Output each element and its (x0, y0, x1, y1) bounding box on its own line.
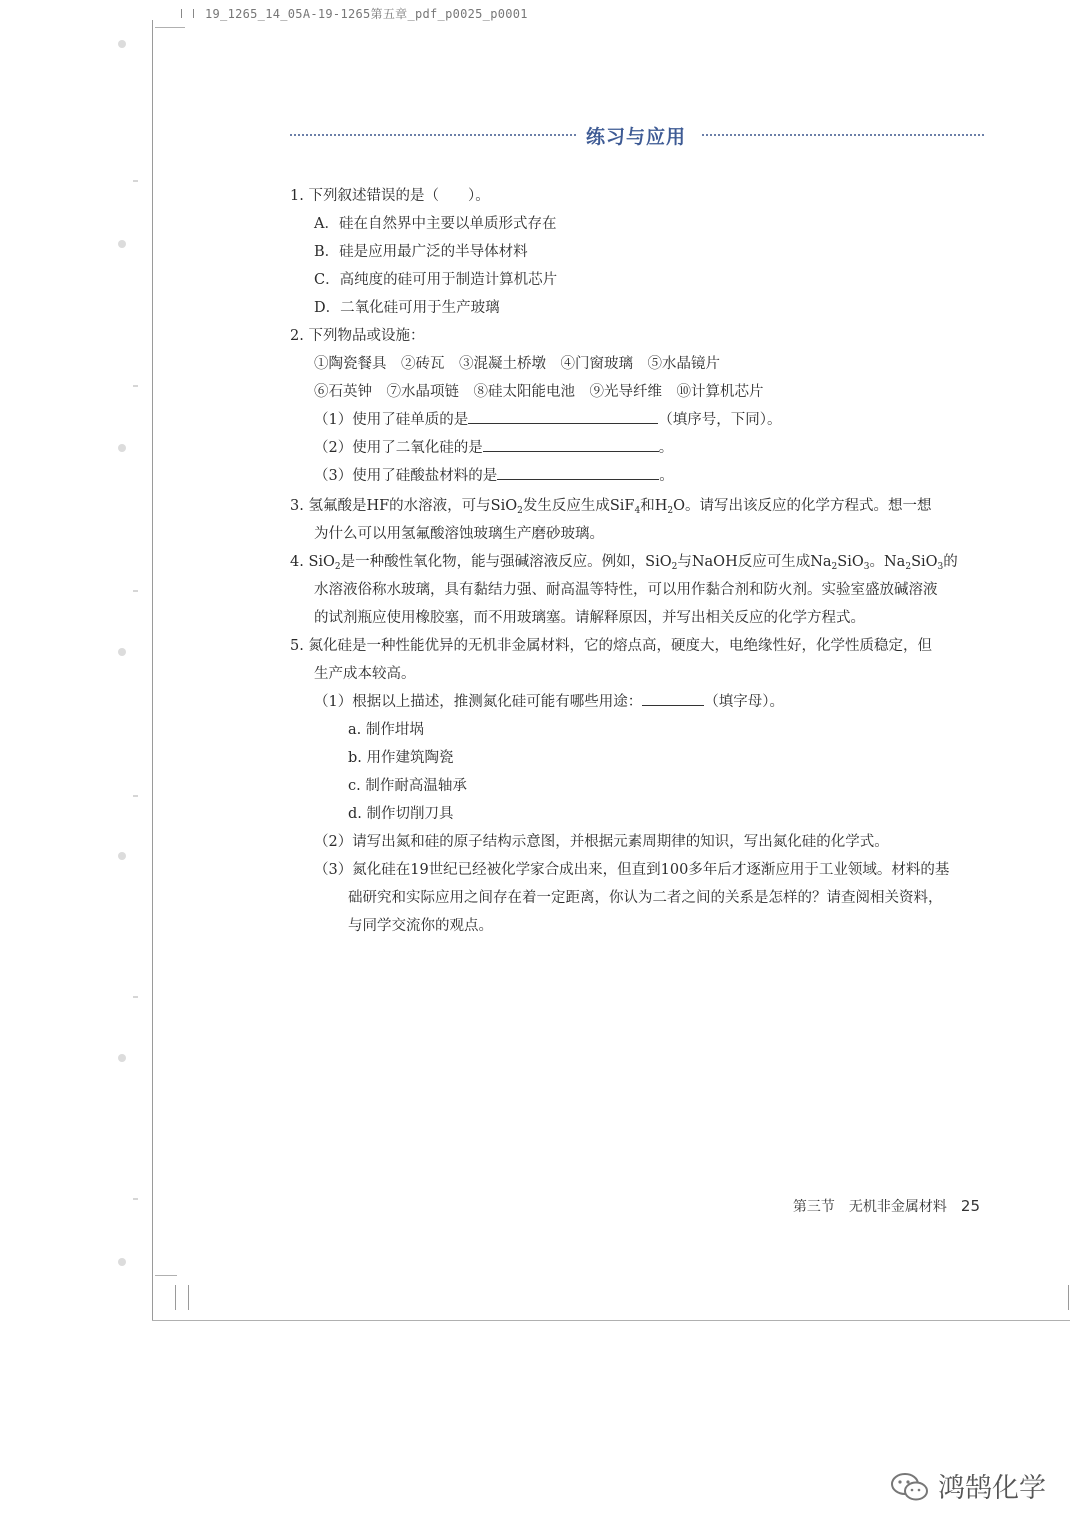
binder-hole (118, 1258, 126, 1266)
answer-blank[interactable] (642, 689, 704, 706)
question-1-option-a: A．硅在自然界中主要以单质形式存在 (314, 216, 557, 232)
question-2-sub2-prompt: （2）使用了二氧化硅的是 (314, 440, 483, 456)
question-4-text: 。Na (869, 554, 906, 570)
question-3-text: 发生反应生成SiF (522, 498, 635, 514)
subscript: 2 (667, 506, 674, 516)
question-3-text: 和H (640, 498, 668, 514)
page-right-edge (1068, 1285, 1069, 1310)
section-title-bar (290, 122, 984, 152)
question-5-sub3-line1: （3）氮化硅在19世纪已经被化学家合成出来，但直到100多年后才逐渐应用于工业领域。材料的基 (314, 862, 950, 878)
question-2-stem: 2. 下列物品或设施： (290, 328, 425, 344)
margin-tick (133, 590, 138, 592)
scan-bottom-rule (152, 1320, 1070, 1321)
question-2-sub2-end: 。 (658, 440, 674, 456)
page-left-edge (152, 20, 153, 1320)
question-5-choice-b: b. 用作建筑陶瓷 (348, 750, 454, 766)
question-4-text: SiO (911, 554, 938, 570)
question-1-option-b: B．硅是应用最广泛的半导体材料 (314, 244, 528, 260)
question-1-stem: 1. 下列叙述错误的是（ ）。 (290, 188, 490, 204)
question-2-sub1-note: （填序号，下同）。 (658, 412, 782, 428)
dotted-rule-right (702, 134, 984, 136)
subscript: 2 (671, 562, 678, 572)
question-5-sub3-line2: 础研究和实际应用之间存在着一定距离，你认为二者之间的关系是怎样的？请查阅相关资料， (348, 890, 943, 906)
question-4-text: 是一种酸性氧化物，能与强碱溶液反应。例如，SiO (340, 554, 672, 570)
file-header-label: 19_1265_14_05A-19-1265第五章_pdf_p0025_p0001 (205, 7, 528, 21)
header-mark (181, 9, 182, 18)
question-2-sub2 (314, 434, 673, 462)
binder-hole (118, 648, 126, 656)
question-5-choice-d: d. 制作切削刀具 (348, 806, 454, 822)
margin-tick (133, 795, 138, 797)
binder-hole (118, 852, 126, 860)
question-3-text: O。请写出该反应的化学方程式。想一想 (673, 498, 932, 514)
section-title: 练习与应用 (586, 126, 687, 148)
question-4-text: SiO (837, 554, 864, 570)
question-2-sub3-end: 。 (659, 468, 674, 484)
binder-hole (118, 40, 126, 48)
subscript: 2 (334, 562, 341, 572)
subscript: 4 (634, 506, 641, 516)
question-3-text: 3. 氢氟酸是HF的水溶液，可与SiO (290, 498, 518, 514)
binder-hole (118, 1054, 126, 1062)
page-footer (793, 1196, 980, 1216)
page-number: 25 (960, 1197, 980, 1215)
question-5-choice-a: a. 制作坩埚 (348, 722, 424, 738)
answer-blank[interactable] (468, 407, 658, 424)
dotted-rule-left (290, 134, 576, 136)
question-1-option-c: C．高纯度的硅可用于制造计算机芯片 (314, 272, 558, 288)
crop-mark (155, 1275, 177, 1276)
crop-mark (175, 1285, 176, 1310)
question-5-sub1-note: （填字母）。 (704, 694, 784, 710)
answer-blank[interactable] (497, 463, 659, 480)
question-4-text: 与NaOH反应可生成Na (677, 554, 832, 570)
question-2-sub1-prompt: （1）使用了硅单质的是 (314, 412, 469, 428)
watermark-text: 鸿鹄化学 (938, 1473, 1046, 1504)
scan-top-rule (155, 27, 185, 28)
question-5-choice-c: c. 制作耐高温轴承 (348, 778, 467, 794)
wechat-icon (890, 1471, 930, 1503)
subscript: 3 (863, 562, 870, 572)
subscript: 2 (905, 562, 912, 572)
subscript: 2 (517, 506, 523, 516)
question-5-sub1-prompt: （1）根据以上描述，推测氮化硅可能有哪些用途： (314, 694, 643, 710)
question-4-text: 的 (943, 554, 958, 570)
binder-hole (118, 444, 126, 452)
question-4-line3: 的试剂瓶应使用橡胶塞，而不用玻璃塞。请解释原因，并写出相关反应的化学方程式。 (314, 610, 865, 626)
question-2-items-row2: ⑥石英钟 ⑦水晶项链 ⑧硅太阳能电池 ⑨光导纤维 ⑩计算机芯片 (314, 384, 764, 400)
margin-tick (133, 180, 138, 182)
header-mark (193, 9, 194, 18)
question-5-sub1 (314, 688, 784, 716)
question-5-sub2: （2）请写出氮和硅的原子结构示意图，并根据元素周期律的知识，写出氮化硅的化学式。 (314, 834, 889, 850)
binder-hole (118, 240, 126, 248)
question-4-line2: 水溶液俗称水玻璃，具有黏结力强、耐高温等特性，可以用作黏合剂和防火剂。实验室盛放碱溶液 (314, 582, 938, 598)
question-5-line1: 5. 氮化硅是一种性能优异的无机非金属材料，它的熔点高，硬度大，电绝缘性好，化学性质稳定，但 (290, 638, 932, 654)
margin-tick (133, 1198, 138, 1200)
subscript: 3 (937, 562, 944, 572)
subscript: 2 (831, 562, 838, 572)
question-1-option-d: D．二氧化硅可用于生产玻璃 (314, 300, 500, 316)
question-2-sub1 (314, 406, 781, 434)
margin-tick (133, 996, 138, 998)
question-5-line2: 生产成本较高。 (314, 666, 416, 682)
question-2-sub3 (314, 462, 674, 490)
question-2-items-row1: ①陶瓷餐具 ②砖瓦 ③混凝土桥墩 ④门窗玻璃 ⑤水晶镜片 (314, 356, 720, 372)
question-5-sub3-line3: 与同学交流你的观点。 (348, 918, 493, 934)
question-4-text: 4. SiO (290, 554, 335, 570)
crop-mark (188, 1285, 189, 1310)
question-3-line2: 为什么可以用氢氟酸溶蚀玻璃生产磨砂玻璃。 (314, 526, 604, 542)
question-2-sub3-prompt: （3）使用了硅酸盐材料的是 (314, 468, 498, 484)
answer-blank[interactable] (483, 435, 659, 452)
footer-section-title: 第三节 无机非金属材料 (792, 1199, 947, 1215)
margin-tick (133, 385, 138, 387)
